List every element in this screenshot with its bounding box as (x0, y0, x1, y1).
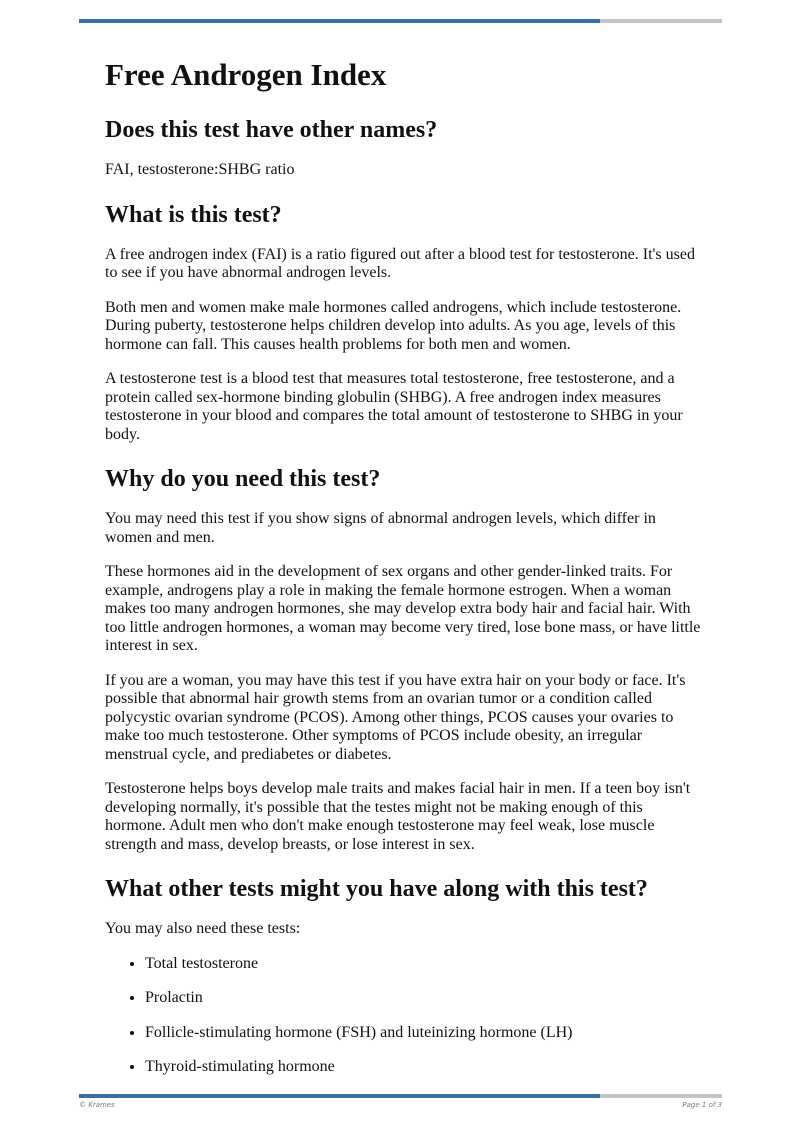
tests-list (105, 955, 705, 1077)
list-item: • Total testosterone (145, 955, 705, 974)
paragraph: If you are a woman, you may have this test if you have extra hair on your body or face. It's possible that abnormal hair growth stems from an ovarian tumor or a condition called polycystic ovarian syndrome (PCOS). Among other things, PCOS causes your ovaries to make too much testosterone. Other symptoms of PCOS include obesity, an irregular menstrual cycle, and prediabetes or diabetes. (105, 671, 686, 763)
paragraph: A free androgen index (FAI) is a ratio figured out after a blood test for testosterone. It's used to see if you have abnormal androgen levels. (105, 245, 695, 281)
paragraph: You may also need these tests: (105, 920, 301, 937)
paragraph: A testosterone test is a blood test that measures total testosterone, free testosterone, and a protein called sex-hormone binding globulin (SHBG). A free androgen index measures testosterone in your blood and compares the total amount of testosterone to SHBG in your body. (105, 370, 683, 443)
page-title: Free Androgen Index (105, 57, 387, 92)
footer-page-number: Page 1 of 3 (682, 1101, 722, 1109)
list-item: • Follicle-stimulating hormone (FSH) and luteinizing hormone (LH) (145, 1024, 705, 1043)
section-heading-other-names: Does this test have other names? (105, 117, 438, 143)
paragraph: You may need this test if you show signs of abnormal androgen levels, which differ in women and men. (105, 510, 656, 546)
list-item: • Thyroid-stimulating hormone (145, 1058, 705, 1077)
list-item: • Prolactin (145, 989, 705, 1008)
header-rule-accent (79, 19, 600, 23)
section-heading-why-need: Why do you need this test? (105, 466, 381, 492)
section-heading-other-tests: What other tests might you have along with this test? (105, 876, 648, 902)
document-body (105, 56, 705, 1093)
paragraph: FAI, testosterone:SHBG ratio (105, 161, 295, 178)
footer-rule (79, 1094, 722, 1098)
footer-rule-accent (79, 1094, 600, 1098)
header-rule (79, 19, 722, 23)
paragraph: Both men and women make male hormones called androgens, which include testosterone. During puberty, testosterone helps children develop into adults. As you age, levels of this hormone can fall. This causes health problems for both men and women. (105, 298, 682, 353)
paragraph: Testosterone helps boys develop male traits and makes facial hair in men. If a teen boy isn't developing normally, it's possible that the testes might not be making enough of this hormone. Adult men who don't make enough testosterone may feel weak, lose muscle strength and mass, develop breasts, or lose interest in sex. (105, 780, 691, 853)
paragraph: These hormones aid in the development of sex organs and other gender-linked traits. For example, androgens play a role in making the female hormone estrogen. When a woman makes too many androgen hormones, she may develop extra body hair and facial hair. With too little androgen hormones, a woman may become very tired, lose bone mass, or have little interest in sex. (105, 563, 701, 654)
section-heading-what-is: What is this test? (105, 201, 282, 228)
footer-copyright: © Krames (79, 1101, 115, 1109)
